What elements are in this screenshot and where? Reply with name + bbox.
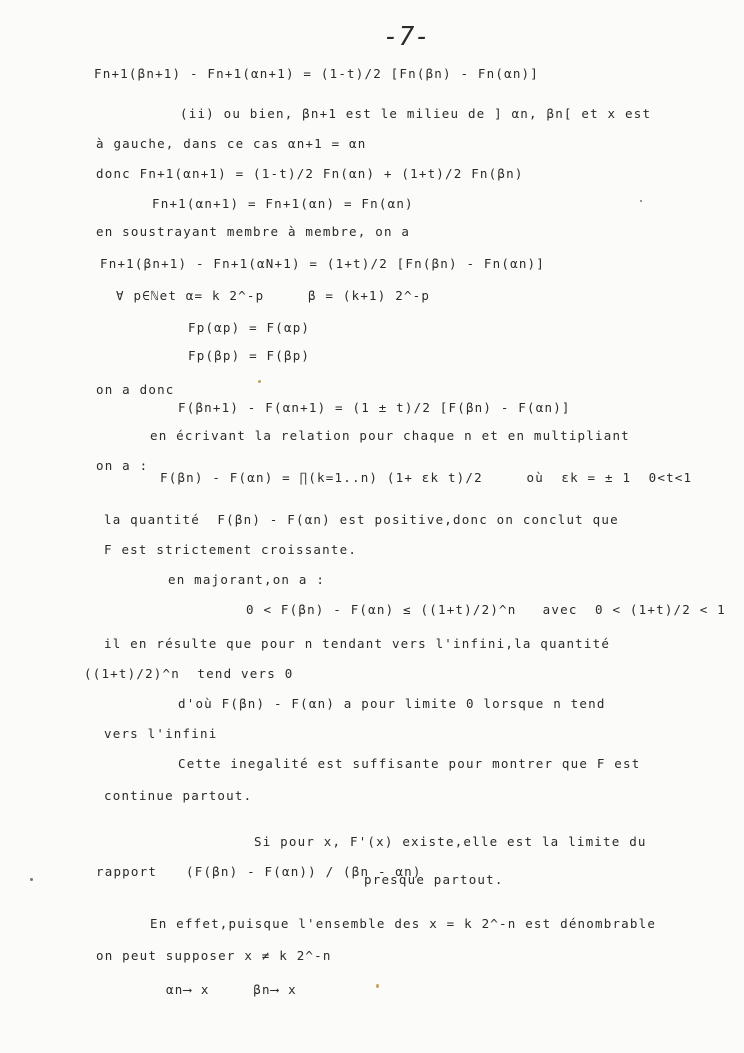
scan-speck [376,984,379,988]
text-line-continue: continue partout. [104,788,253,803]
text-line-ecrivant: en écrivant la relation pour chaque n et en multipliant [150,428,630,443]
scan-speck [30,878,33,881]
text-line-case-ii: (ii) ou bien, βn+1 est le milieu de ] αn, βn[ et x est [180,106,652,121]
text-line-derivee: Si pour x, F'(x) existe,elle est la limite du [254,834,647,849]
text-line-quantite: la quantité F(βn) - F(αn) est positive,donc on conclut que [104,512,619,527]
equation-line-recurrence: F(βn+1) - F(αn+1) = (1 ± t)/2 [F(βn) - F(αn)] [178,400,571,415]
equation-line-fp-alpha: Fp(αp) = F(αp) [188,320,311,335]
equation-line-forall: ∀ p∈ℕet α= k 2^-p β = (k+1) 2^-p [116,288,431,303]
text-line-infini: vers l'infini [104,726,218,741]
text-line-rapport: rapport [96,864,158,879]
text-line-inegalite: Cette inegalité est suffisante pour montrer que F est [178,756,641,771]
text-line-resulte: il en résulte que pour n tendant vers l'infini,la quantité [104,636,611,651]
equation-line-bound: 0 < F(βn) - F(αn) ≤ ((1+t)/2)^n avec 0 < (1+t)/2 < 1 [246,602,726,617]
equation-line-donc: donc Fn+1(αn+1) = (1-t)/2 Fn(αn) + (1+t)/2 Fn(βn) [96,166,524,181]
text-line-majorant: en majorant,on a : [168,572,326,587]
text-line-supposer: on peut supposer x ≠ k 2^-n [96,948,332,963]
text-line-on-a-donc: on a donc [96,382,175,397]
equation-line-product: F(βn) - F(αn) = ∏(k=1..n) (1+ εk t)/2 où εk = ± 1 0<t<1 [160,470,693,485]
text-line-tend-vers: ((1+t)/2)^n tend vers 0 [84,666,294,681]
text-line-en-effet: En effet,puisque l'ensemble des x = k 2^-n est dénombrable [150,916,657,931]
text-line-left-case: à gauche, dans ce cas αn+1 = αn [96,136,367,151]
equation-line-rapport: (F(βn) - F(αn)) / (βn - αn) [186,864,422,879]
equation-line-1: Fn+1(βn+1) - Fn+1(αn+1) = (1-t)/2 [Fn(βn) - Fn(αn)] [94,66,540,81]
equation-line-difference: Fn+1(βn+1) - Fn+1(αN+1) = (1+t)/2 [Fn(βn) - Fn(αn)] [100,256,546,271]
text-line-croissante: F est strictement croissante. [104,542,358,557]
equation-line-alpha: Fn+1(αn+1) = Fn+1(αn) = Fn(αn) [152,196,414,211]
text-line-soustrayant: en soustrayant membre à membre, on a [96,224,411,239]
scan-speck [640,200,642,202]
equation-line-limits: αn⟶ x βn⟶ x [166,982,297,997]
text-line-limite: d'où F(βn) - F(αn) a pour limite 0 lorsque n tend [178,696,606,711]
page-number: -7- [383,22,430,52]
equation-line-fp-beta: Fp(βp) = F(βp) [188,348,311,363]
scan-speck [258,380,261,383]
text-line-on-a: on a : [96,458,149,473]
text-line-presque-partout: presque partout. [364,872,504,887]
